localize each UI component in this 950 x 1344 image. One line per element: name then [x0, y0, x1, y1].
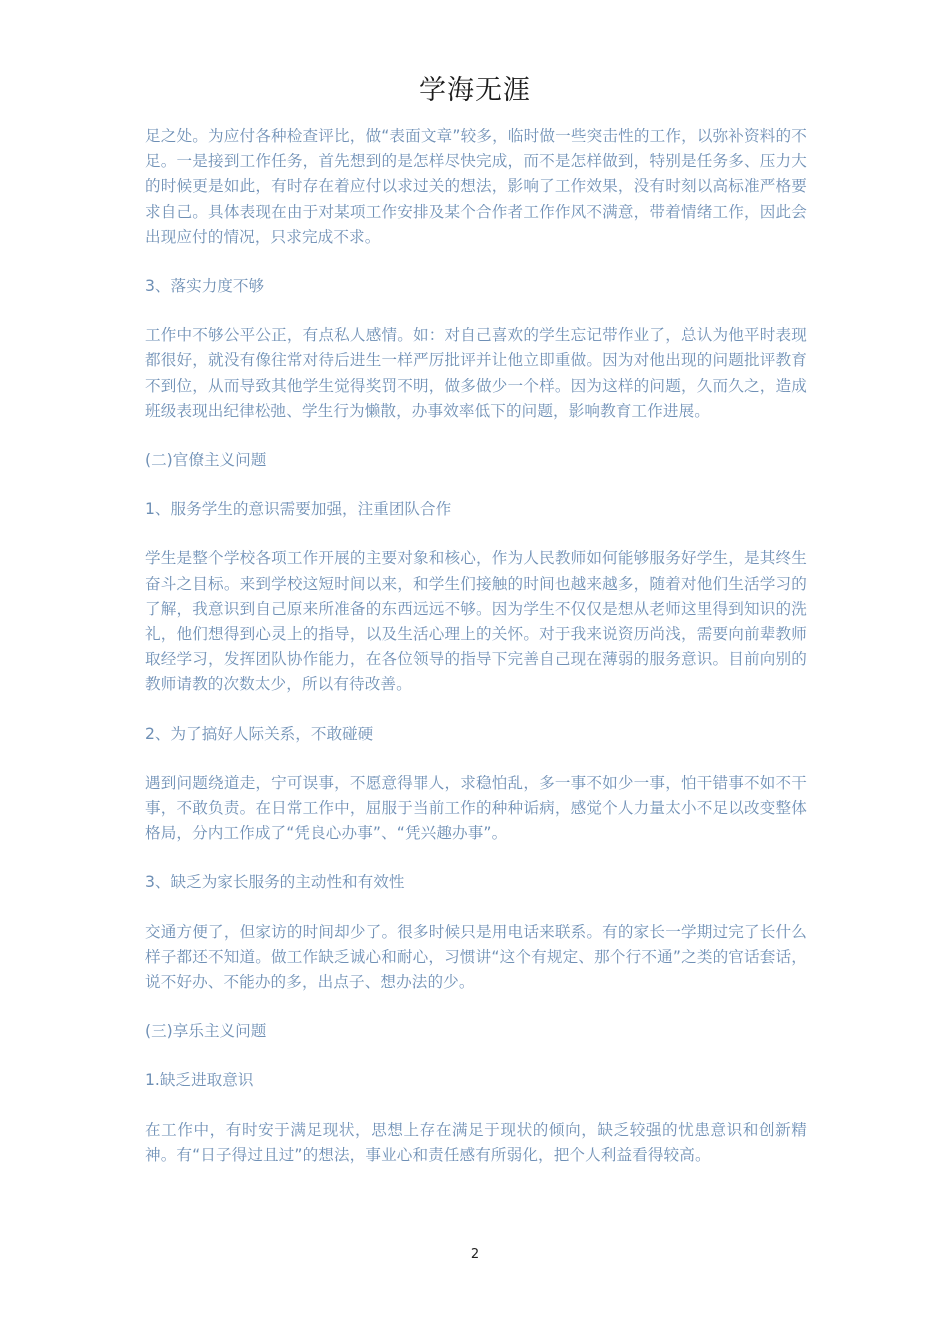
page-header-title: 学海无涯	[419, 75, 531, 106]
section-heading: 1、服务学生的意识需要加强，注重团队合作	[145, 500, 452, 519]
body-paragraph: 工作中不够公平公正，有点私人感情。如：对自己喜欢的学生忘记带作业了，总认为他平时表现都很好，就没有像往常对待后进生一样严厉批评并让他立即重做。因为对他出现的问题批评教育不到位，从而导致其他学生觉得奖罚不明，做多做少一个样。因为这样的问题，久而久之，造成班级表现出纪律松弛、学生行为懒散，办事效率低下的问题，影响教育工作进展。	[145, 326, 807, 420]
body-paragraph: 在工作中，有时安于满足现状，思想上存在满足于现状的倾向，缺乏较强的忧患意识和创新精神。有“日子得过且过”的想法，事业心和责任感有所弱化，把个人利益看得较高。	[145, 1120, 807, 1164]
section-heading: 2、为了搞好人际关系，不敢碰硬	[145, 724, 374, 743]
section-heading: (二)官僚主义问题	[145, 451, 267, 470]
body-paragraph: 足之处。为应付各种检查评比，做“表面文章”较多，临时做一些突击性的工作，以弥补资料的不足。一是接到工作任务，首先想到的是怎样尽快完成，而不是怎样做到，特别是任务多、压力大的时候更是如此，有时存在着应付以求过关的想法，影响了工作效果，没有时刻以高标准严格要求自己。具体表现在由于对某项工作安排及某个合作者工作作风不满意，带着情绪工作，因此会出现应付的情况，只求完成不求。	[145, 127, 807, 246]
section-heading: (三)享乐主义问题	[145, 1022, 267, 1041]
document-body	[145, 124, 807, 1192]
page-number: 2	[470, 1247, 480, 1262]
section-heading: 1.缺乏进取意识	[145, 1071, 254, 1090]
section-heading: 3、落实力度不够	[145, 277, 265, 296]
body-paragraph: 遇到问题绕道走，宁可误事，不愿意得罪人，求稳怕乱，多一事不如少一事，怕干错事不如不干事，不敢负责。在日常工作中，屈服于当前工作的种种诟病，感觉个人力量太小不足以改变整体格局，分内工作成了“凭良心办事”、“凭兴趣办事”。	[145, 773, 807, 843]
section-heading: 3、缺乏为家长服务的主动性和有效性	[145, 873, 405, 892]
body-paragraph: 学生是整个学校各项工作开展的主要对象和核心，作为人民教师如何能够服务好学生，是其终生奋斗之目标。来到学校这短时间以来，和学生们接触的时间也越来越多，随着对他们生活学习的了解，我意识到自己原来所准备的东西远远不够。因为学生不仅仅是想从老师这里得到知识的洗礼，他们想得到心灵上的指导，以及生活心理上的关怀。对于我来说资历尚浅，需要向前辈教师取经学习，发挥团队协作能力，在各位领导的指导下完善自己现在薄弱的服务意识。目前向别的教师请教的次数太少，所以有待改善。	[145, 549, 807, 694]
body-paragraph: 交通方便了，但家访的时间却少了。很多时候只是用电话来联系。有的家长一学期过完了长什么样子都还不知道。做工作缺乏诚心和耐心，习惯讲“这个有规定、那个行不通”之类的官话套话，说不好办、不能办的多，出点子、想办法的少。	[145, 922, 807, 992]
